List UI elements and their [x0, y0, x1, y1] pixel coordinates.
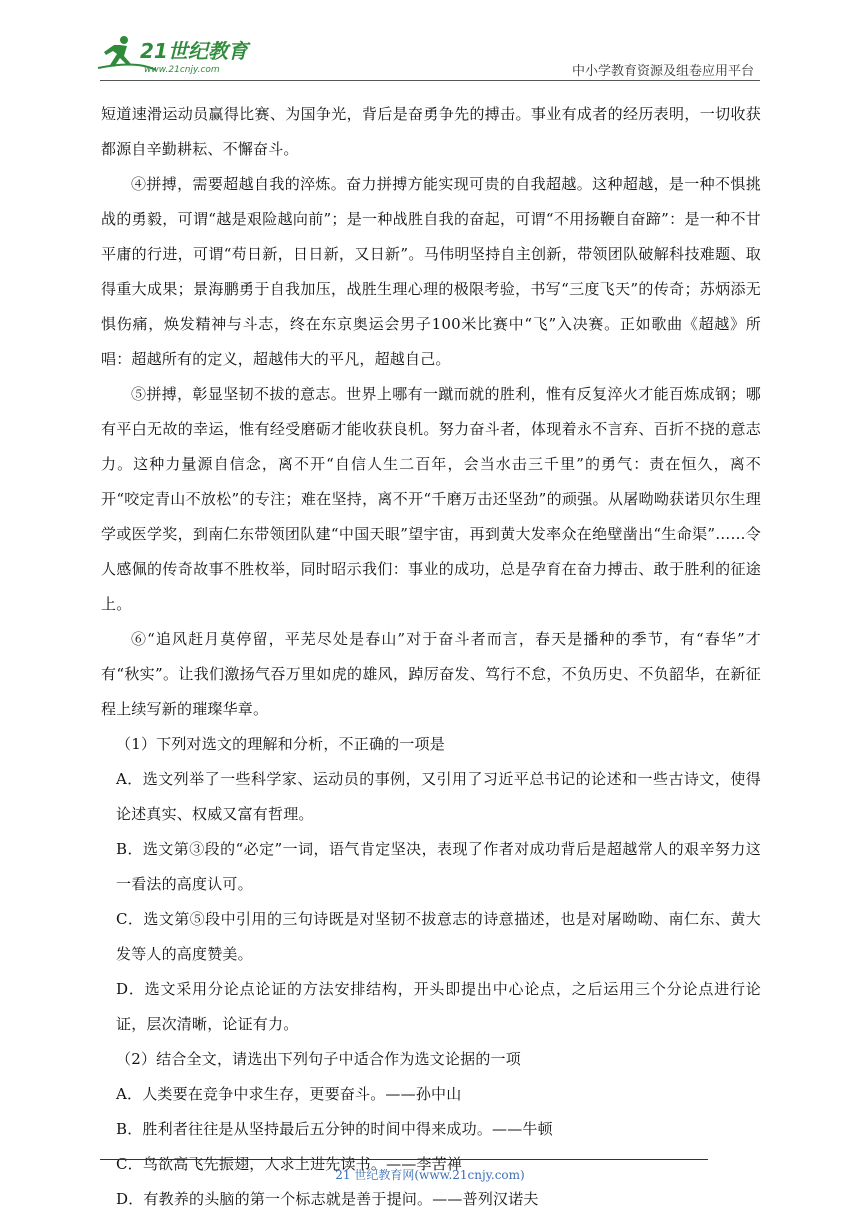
question-stem: （2）结合全文，请选出下列句子中适合作为选文论据的一项	[116, 1050, 521, 1068]
option-d: D．选文采用分论点论证的方法安排结构，开头即提出中心论点，之后运用三个分论点进行论证，层次清晰，论证有力。	[116, 980, 761, 1033]
footer-divider	[100, 1159, 708, 1160]
question-stem: （1）下列对选文的理解和分析，不正确的一项是	[116, 735, 445, 753]
page-header	[96, 34, 760, 80]
question-1	[101, 727, 761, 1042]
runner-icon	[104, 36, 131, 67]
header-divider	[100, 80, 760, 81]
paragraph-5: ⑤拼搏，彰显坚韧不拔的意志。世界上哪有一蹴而就的胜利，惟有反复淬火才能百炼成钢；哪有平白无故的幸运，惟有经受磨砺才能收获良机。努力奋斗者，体现着永不言弃、百折不挠的意志力。这种力量源自信念，离不开“自信人生二百年，会当水击三千里”的勇气：责在恒久，离不开“咬定青山不放松”的专注；难在坚持，离不开“千磨万击还坚劲”的顽强。从屠呦呦获诺贝尔生理学或医学奖，到南仁东带领团队建“中国天眼”望宇宙，再到黄大发率众在绝壁凿出“生命渠”……令人感佩的传奇故事不胜枚举，同时昭示我们：事业的成功，总是孕育在奋力搏击、敢于胜利的征途上。	[101, 385, 761, 613]
paragraph-4: ④拼搏，需要超越自我的淬炼。奋力拼搏方能实现可贵的自我超越。这种超越，是一种不惧挑战的勇毅，可谓“越是艰险越向前”；是一种战胜自我的奋起，可谓“不用扬鞭自奋蹄”：是一种不甘平庸的行进，可谓“苟日新，日日新，又日新”。马伟明坚持自主创新，带领团队破解科技难题、取得重大成果；景海鹏勇于自我加压，战胜生理心理的极限考验，书写“三度飞天”的传奇；苏炳添无惧伤痛，焕发精神与斗志，终在东京奥运会男子100米比赛中“飞”入决赛。正如歌曲《超越》所唱：超越所有的定义，超越伟大的平凡，超越自己。	[101, 175, 761, 368]
site-logo	[96, 34, 266, 76]
document-body	[101, 97, 761, 1217]
footer-link[interactable]: 21 世纪教育网(www.21cnjy.com)	[335, 1168, 525, 1182]
option-a: A．选文列举了一些科学家、运动员的事例，又引用了习近平总书记的论述和一些古诗文，使得论述真实、权威又富有哲理。	[116, 770, 761, 823]
option-c: C．鸟欲高飞先振翅，人求上进先读书。——李苦禅	[116, 1155, 463, 1173]
option-b: B．胜利者往往是从坚持最后五分钟的时间中得来成功。——牛顿	[116, 1120, 553, 1138]
option-d: D．有教养的头脑的第一个标志就是善于提问。——普列汉诺夫	[116, 1190, 539, 1208]
logo-title: 21世纪教育	[140, 39, 248, 63]
paragraph-6: ⑥“追风赶月莫停留，平芜尽处是春山”对于奋斗者而言，春天是播种的季节，有“春华”才有“秋实”。让我们激扬气吞万里如虎的雄风，踔厉奋发、笃行不怠，不负历史、不负韶华，在新征程上续写新的璀璨华章。	[101, 630, 761, 718]
platform-name: 中小学教育资源及组卷应用平台	[571, 64, 754, 79]
question-2	[101, 1042, 761, 1217]
option-c: C．选文第⑤段中引用的三句诗既是对坚韧不拔意志的诗意描述，也是对屠呦呦、南仁东、黄大发等人的高度赞美。	[116, 910, 761, 963]
option-b: B．选文第③段的“必定”一词，语气肯定坚决，表现了作者对成功背后是超越常人的艰辛努力这一看法的高度认可。	[116, 840, 761, 893]
option-a: A．人类要在竞争中求生存，更要奋斗。——孙中山	[116, 1085, 462, 1103]
logo-url: www.21cnjy.com	[144, 65, 220, 75]
paragraph-continued: 短道速滑运动员赢得比赛、为国争光，背后是奋勇争先的搏击。事业有成者的经历表明，一切收获都源自辛勤耕耘、不懈奋斗。	[101, 105, 761, 158]
